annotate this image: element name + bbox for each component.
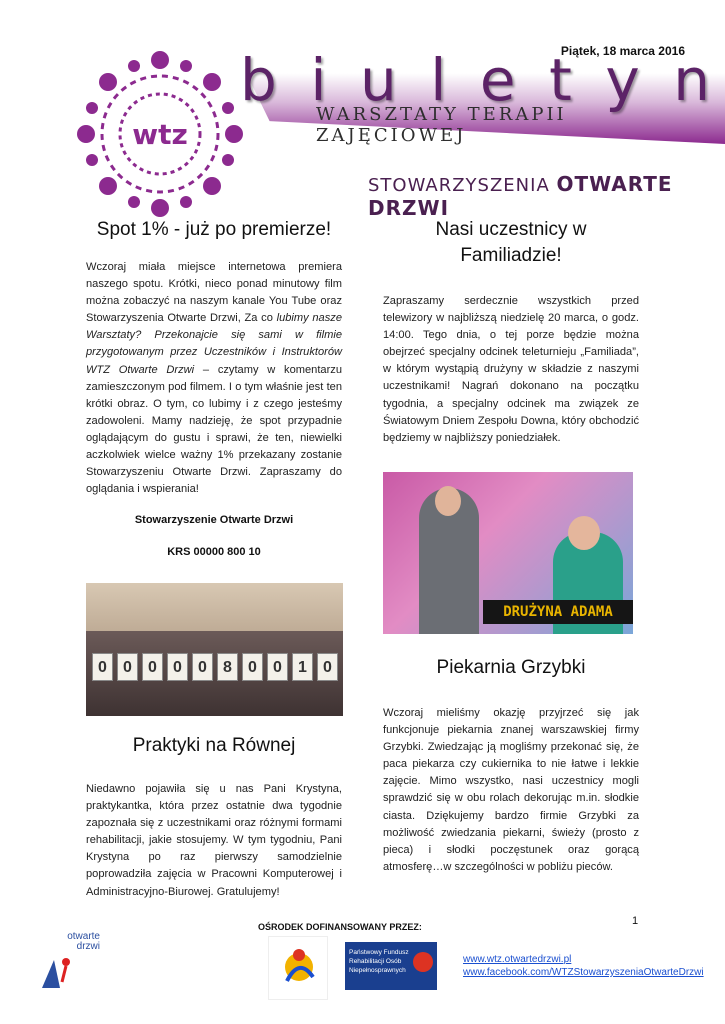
title-letter: u — [359, 46, 397, 114]
article-spot — [86, 217, 342, 558]
door-figure-icon — [40, 954, 80, 990]
photo-number-card: 0 — [92, 653, 113, 681]
funded-by-label: OŚRODEK DOFINANSOWANY PRZEZ: — [258, 922, 422, 932]
org-prefix: STOWARZYSZENIA — [368, 175, 550, 196]
article-body: Wczoraj miała miejsce internetowa premiera naszego spotu. Krótki, nieco ponad minutowy film można zobaczyć na naszym kanale You Tube oraz Stowarzyszenia Otwarte Drzwi, Za co lubimy nasze Warsztaty? Przekonajcie się sami w filmie przygotowanym przez Uczestników i Instruktorów WTZ Otwarte Drzwi – czytamy w komentarzu zamieszczonym pod filmem. I o tym właśnie jest ten krótki obraz. O tym, co lubimy i z czego jesteśmy zadowoleni. Mamy nadzieję, że spot przypadnie oglądającym do gustu i sprawi, że ten, niewielki aczkolwiek wielce ważny 1% przekazany zostanie Stowarzyszeniu Otwarte Drzwi. Zapraszamy do oglądania i wspierania! — [86, 261, 342, 496]
familiada-photo — [383, 472, 633, 634]
issue-date: Piątek, 18 marca 2016 — [560, 44, 685, 58]
website-link[interactable]: www.wtz.otwartedrzwi.pl — [463, 954, 572, 965]
article-signature: Stowarzyszenie Otwarte Drzwi — [134, 514, 294, 527]
title-letter: e — [479, 46, 516, 114]
title-letter: n — [673, 46, 710, 114]
photo-number-card: 0 — [192, 653, 213, 681]
title-letter: b — [240, 46, 277, 114]
photo-number-card: 0 — [142, 653, 163, 681]
photo-number-card: 0 — [267, 653, 288, 681]
newsletter-title — [240, 46, 710, 114]
wtz-flower-logo — [70, 44, 250, 224]
krs-number: KRS 00000 800 10 — [167, 546, 261, 559]
facebook-link[interactable]: www.facebook.com/WTZStowarzyszeniaOtwarteDrzwi — [463, 967, 704, 978]
photo-number-card: 1 — [292, 653, 313, 681]
article-title: Praktyki na Równej — [132, 735, 296, 756]
org-name: OTWARTE DRZWI — [368, 172, 673, 220]
article-praktyki — [86, 733, 342, 901]
photo-number-card: 0 — [242, 653, 263, 681]
newsletter-subtitle: WARSZTATY TERAPII ZAJĘCIOWEJ — [316, 104, 567, 146]
scoreboard-display: DRUŻYNA ADAMA — [483, 600, 633, 624]
article-title: Piekarnia Grzybki — [436, 657, 586, 678]
photo-number-card: 0 — [317, 653, 338, 681]
spot-group-photo — [86, 583, 343, 716]
title-letter: l — [430, 46, 447, 114]
title-letter: y — [605, 46, 640, 114]
title-letter: t — [549, 46, 572, 114]
sponsor-logo-warsaw — [268, 936, 328, 1000]
title-letter: i — [310, 46, 327, 114]
photo-number-card: 8 — [217, 653, 238, 681]
otwarte-drzwi-logo: otwarte drzwi — [40, 932, 100, 992]
article-body: Zapraszamy serdecznie wszystkich przed telewizory w najbliższą niedzielę 20 marca, o godz. 14:00. Tego dnia, o tej porze będzie można obejrzeć specjalny odcinek teleturnieju „Familiada”, w którym wystąpią drużyny w składzie z naszymi uczestnikami! Nagrań dokonano na początku tygodnia, a specjalny odcinek ma związek ze Światowym Dniem Zespołu Downa, który obchodzić będziemy w najbliższy poniedziałek. — [383, 295, 639, 444]
photo-number-card: 0 — [117, 653, 138, 681]
article-body: Wczoraj mieliśmy okazję przyjrzeć się jak funkcjonuje piekarnia znanej warszawskiej firmy Grzybki. Zwiedzając ją mogliśmy przekonać się, że paca piekarza czy cukiernika to nie łatwe i lekkie zajęcie. Mimo wszystko, nasi uczestnicy mogli sprawdzić się w obu rolach dekorując m.in. słodkie ciasta. Dziękujemy bardzo firmie Grzybki za możliwość zwiedzania piekarni, świeży (prosto z pieca) i słodki poczęstunek oraz gorącą atmosferę…w szczególności w pobliżu pieców. — [383, 707, 639, 873]
article-body: Niedawno pojawiła się u nas Pani Krystyna, praktykantka, która przez ostatnie dwa tygodnie zapoznała się z uczestnikami oraz różnymi formami rehabilitacji, jakie stosujemy. W tym tygodniu, Pani Krystyna po raz pierwszy samodzielnie poprowadziła zajęcia w Pracowni Komputerowej i Administracyjno-Biurowej. Gratulujemy! — [86, 783, 342, 898]
photo-number-card: 0 — [167, 653, 188, 681]
article-title: Nasi uczestnicy w Familiadzie! — [435, 219, 587, 266]
pfron-logo: Państwowy Fundusz Rehabilitacji Osób Niepełnosprawnych — [345, 942, 437, 990]
organization-line — [368, 172, 725, 220]
article-title: Spot 1% - już po premierze! — [96, 219, 332, 240]
masthead — [0, 0, 725, 230]
page-number: 1 — [632, 915, 639, 927]
footer-links — [463, 953, 704, 979]
article-piekarnia — [383, 655, 639, 876]
svg-text:wtz: wtz — [132, 118, 188, 151]
article-familiada — [383, 217, 639, 447]
